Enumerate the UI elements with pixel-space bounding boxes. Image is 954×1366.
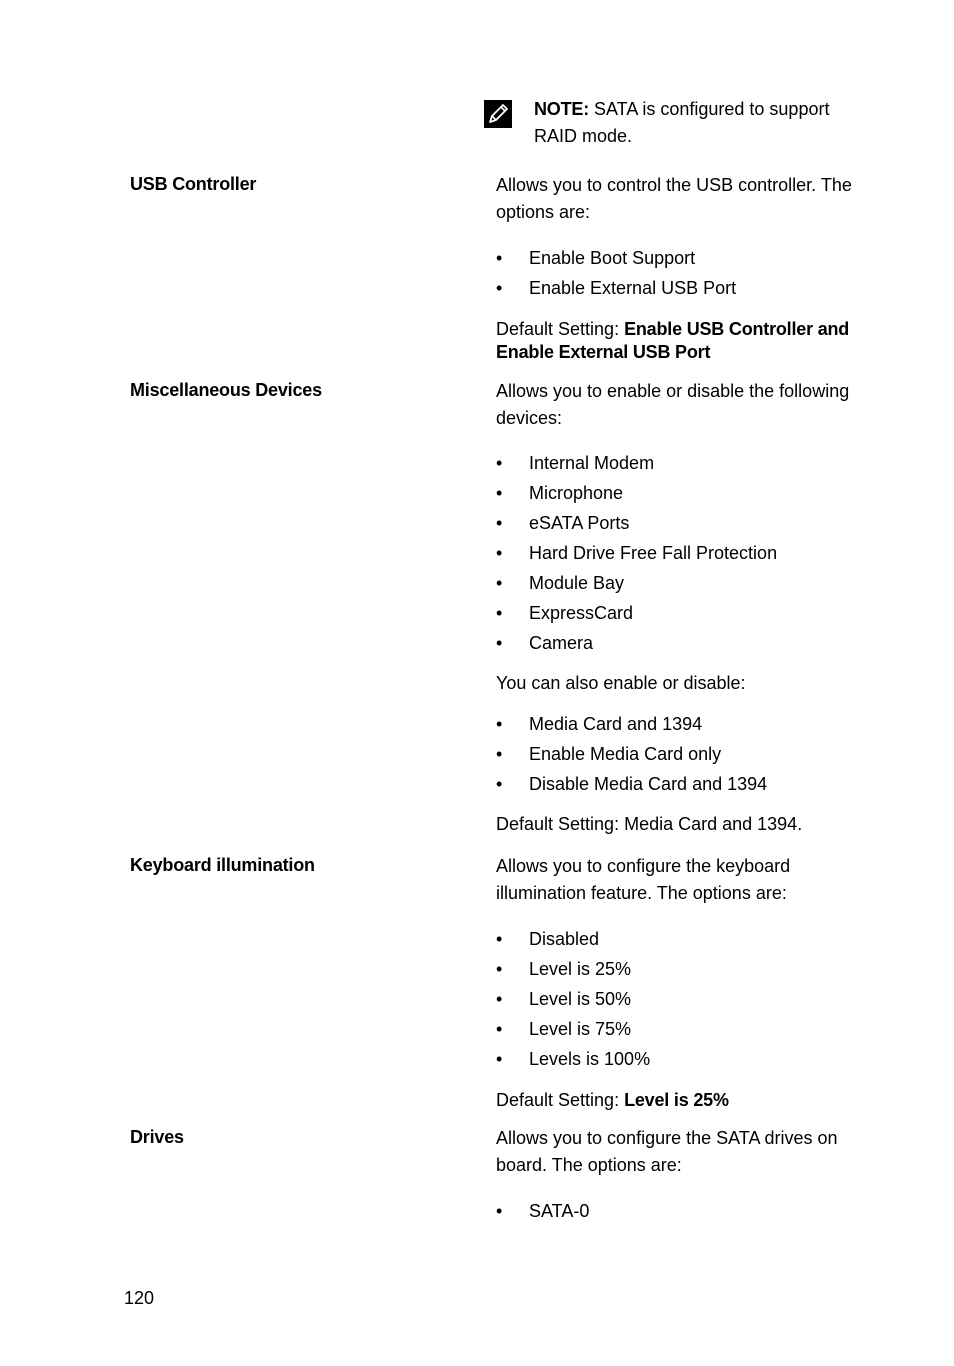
setting-intro: Allows you to configure the SATA drives on board. The options are: [496,1128,838,1175]
default-setting: Default Setting: Media Card and 1394. [496,814,803,834]
list-item: • Microphone [496,483,624,503]
setting-term: Keyboard illumination [130,855,315,875]
note-body: SATA is configured to support RAID mode. [534,99,830,146]
list-item: • Level is 50% [496,989,632,1009]
default-setting: Default Setting: Level is 25% [496,1090,729,1110]
setting-intro: Allows you to control the USB controller. The options are: [496,175,852,222]
list-item: • SATA-0 [496,1201,590,1221]
list-item: • Disabled [496,929,600,949]
option-list [496,448,856,658]
list-item: • Level is 75% [496,1019,632,1039]
setting-term: Miscellaneous Devices [130,380,322,400]
option-list [496,1196,856,1226]
note-label: NOTE: [534,99,589,119]
option-list [496,243,856,303]
list-item: • Level is 25% [496,959,632,979]
option-list-2 [496,709,856,799]
list-item: • Enable External USB Port [496,273,856,303]
list-item: • ExpressCard [496,603,634,623]
bullet: • [496,248,503,268]
note-pencil-icon [484,100,512,128]
setting-description [496,172,856,364]
setting-term: Drives [130,1127,184,1147]
list-item: • Internal Modem [496,453,655,473]
list-item: • Enable Boot Support [496,243,856,273]
list-item: • Levels is 100% [496,1049,651,1069]
setting-description [496,853,856,1112]
list-item: • Disable Media Card and 1394 [496,774,768,794]
setting-description [496,1125,856,1226]
option-list [496,924,856,1074]
list-item: • Enable Media Card only [496,744,722,764]
setting-term: USB Controller [130,174,257,194]
list-item: • Hard Drive Free Fall Protection [496,543,778,563]
setting-intro: Allows you to enable or disable the following devices: [496,381,850,428]
setting-also: You can also enable or disable: [496,673,746,693]
setting-description [496,378,856,838]
note-text [534,96,854,150]
list-item: • Media Card and 1394 [496,714,703,734]
page-number: 120 [124,1288,155,1308]
list-item: • Camera [496,633,594,653]
bullet: • [496,278,503,298]
list-item: • eSATA Ports [496,513,630,533]
setting-intro: Allows you to configure the keyboard illumination feature. The options are: [496,856,791,903]
default-setting: Default Setting: Enable USB Controller and Enable External USB Port [496,319,850,362]
list-item: • Module Bay [496,573,625,593]
